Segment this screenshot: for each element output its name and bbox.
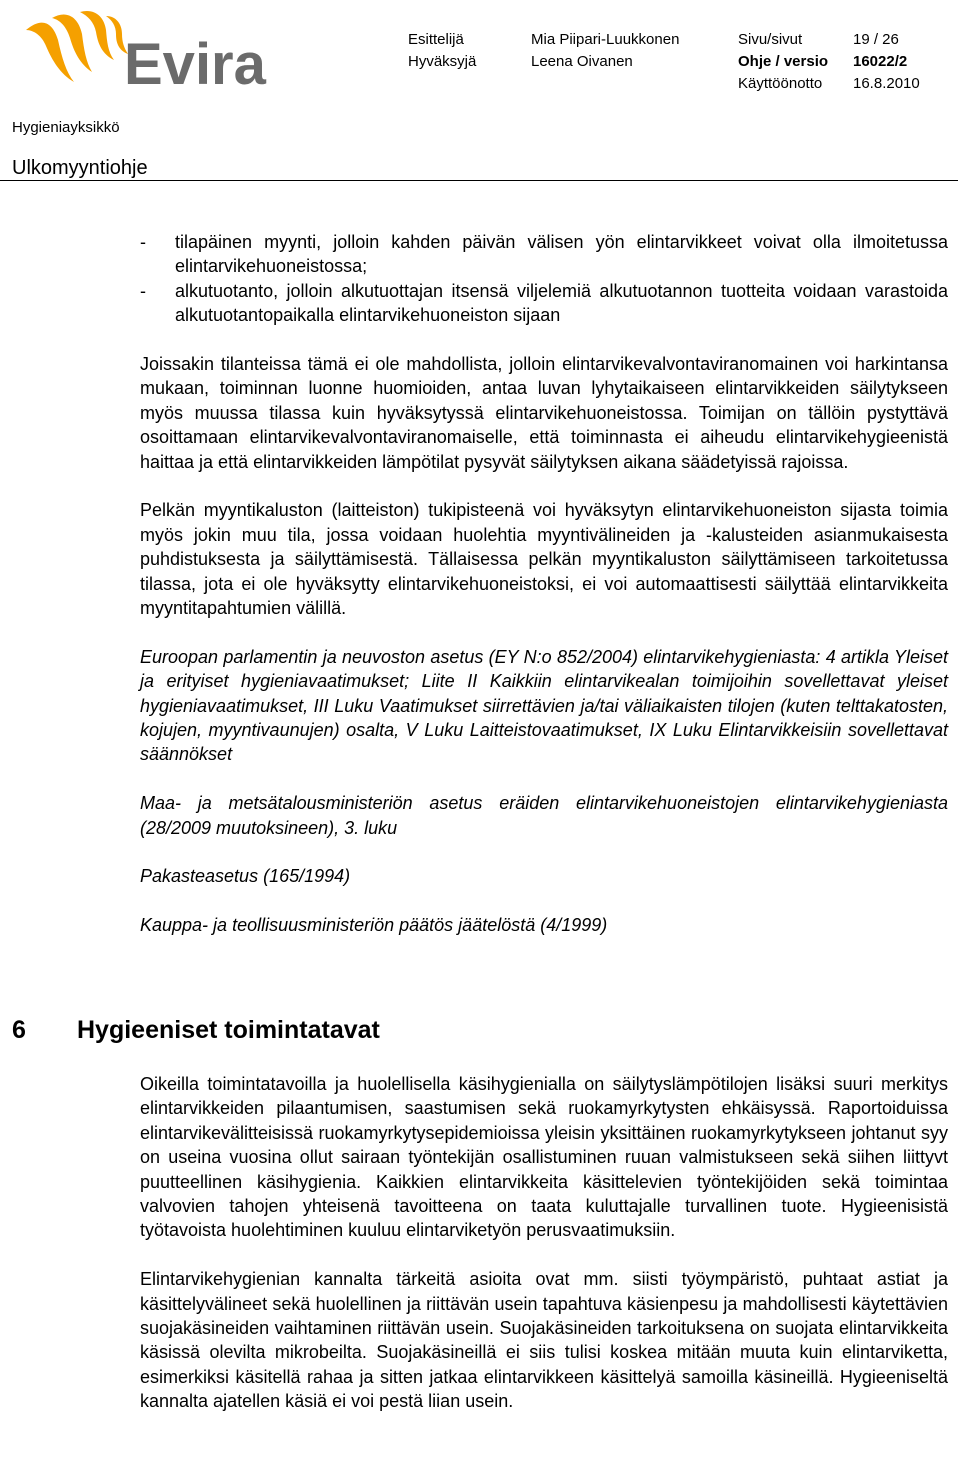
- approver-name: Leena Oivanen: [531, 53, 633, 70]
- paragraph: Oikeilla toimintatavoilla ja huolellisella käsihygienialla on säilytyslämpötilojen lisäksi suuri merkitys elintarvikkeiden pilaantumisen, saastumisen sekä ruokamyrkytysten ehkäisyssä. Raportoiduissa elintarvikevälitteisissä ruokamyrkytysepidemioissa yleisin yksittäinen ruokamyrkytykseen johtanut syy on useina vuosina ollut sairaan työntekijän osallistuminen ruuan valmistukseen sekä siihen liittyvt puutteellinen käsihygienia. Kaikkien elintarvikkeita käsittelevien työntekijöiden sekä toimintaa valvovien tahojen yhteisenä tavoitteena on taata kuluttajalle turvallinen tuote. Hygieenisistä työtavoista huolehtiminen kuuluu elintarviketyön perusvaatimuksiin.: [140, 1074, 948, 1241]
- paragraph: Pelkän myyntikaluston (laitteiston) tukipisteenä voi hyväksytyn elintarvikehuoneiston sijasta toimia myös jokin muu tila, jossa voidaan huolehtia myyntivälineiden ja -kalusteiden asianmukaisesta puhdistuksesta ja säilyttämisestä. Tällaisessa pelkän myyntikaluston säilyttämiseen tarkoitetussa tilassa, jota ei ole hyväksytty elintarvikehuoneistoksi, ei voi automaattisesti säilyttää elintarvikkeita myyntitapahtumien välillä.: [140, 500, 948, 619]
- reference: Euroopan parlamentin ja neuvoston asetus (EY N:o 852/2004) elintarvikehygieniasta: 4 artikla Yleiset ja erityiset hygieniavaatimukset; Liite II Kaikkiin elintarvikealan toimijoihin sovellettavat yleiset hygieniavaatimukset, III Luku Vaatimukset siirrettävien ja/tai väliaikaisten tilojen (kuten telttakatosten, kojujen, myyntivaunujen) osalta, V Luku Laitteistovaatimukset, IX Luku Elintarvikkeisiin sovellettavat säännökset: [140, 646, 948, 765]
- presenter-name: Mia Piipari-Luukkonen: [531, 31, 680, 48]
- list-item-text: alkutuotanto, jolloin alkutuottajan itsensä viljelemiä alkutuotannon tuotteita voidaan varastoida alkutuotantopaikalla elintarvikehuoneiston sijaan: [175, 280, 948, 326]
- doc-title: Ulkomyyntiohje: [12, 157, 148, 179]
- label-deploy: Käyttöönotto: [738, 75, 823, 92]
- label-presenter: Esittelijä: [408, 31, 464, 48]
- reference: Kauppa- ja teollisuusministeriön päätös jäätelöstä (4/1999): [140, 915, 608, 936]
- list-item: [140, 279, 948, 328]
- list-item: [140, 230, 948, 279]
- page-number: 19 / 26: [853, 31, 899, 48]
- list-item-text: tilapäinen myynti, jolloin kahden päivän välisen yön elintarvikkeet voivat olla ilmoitetussa elintarvikehuoneistossa;: [175, 232, 948, 277]
- bullet-dash: -: [140, 232, 146, 252]
- section-title: Hygieeniset toimintatavat: [77, 1016, 380, 1044]
- label-page: Sivu/sivut: [738, 31, 803, 48]
- unit-name: Hygieniayksikkö: [12, 119, 120, 136]
- reference: Pakasteasetus (165/1994): [140, 866, 351, 887]
- header-divider: [0, 180, 958, 181]
- label-approver: Hyväksyjä: [408, 53, 477, 70]
- main-content: [140, 230, 948, 938]
- logo-wordmark: Evira: [124, 32, 266, 90]
- deploy-date: 16.8.2010: [853, 75, 920, 92]
- paragraph: Elintarvikehygienian kannalta tärkeitä asioita ovat mm. siisti työympäristö, puhtaat astiat ja käsittelyvälineet sekä huolellinen ja riittävän usein tapahtuva käsienpesu ja mahdollisesti käytettävien suojakäsineiden vaihtaminen riittävän usein. Suojakäsineiden tarkoituksena on suojata elintarvikkeita käsissä olevilta mikrobeilta. Suojakäsineillä ei siis tulisi koskea mitään muuta kuin elintarviketta, esimerkiksi käsitellä rahaa ja sitten jatkaa elintarvikkeen käsittelyä samoilla käsineillä. Hygieeniseltä kannalta ajatellen käsiä ei voi pestä liian usein.: [140, 1269, 948, 1412]
- label-guide-version: Ohje / versio: [738, 53, 829, 70]
- logo-mark-icon: [26, 11, 128, 82]
- bullet-dash: -: [140, 280, 146, 301]
- paragraph: Joissakin tilanteissa tämä ei ole mahdollista, jolloin elintarvikevalvontaviranomainen voi harkintansa mukaan, toiminnan luonne huomioiden, antaa luvan lyhytaikaiseen elintarvikkeiden säilytykseen myös muussa tilassa kuin hyväksytyssä elintarvikehuoneistossa. Toimijan on tällöin pystyttävä osoittamaan elintarvikevalvontaviranomaiselle, että toiminnasta ei aiheudu elintarvikehygieenistä haittaa ja että elintarvikkeiden lämpötilat pysyvät säilytyksen aikana säädetyissä rajoissa.: [140, 354, 948, 472]
- section-heading: [12, 1016, 380, 1045]
- reference: Maa- ja metsätalousministeriön asetus eräiden elintarvikehuoneistojen elintarvikehygieniasta (28/2009 muutoksineen), 3. luku: [140, 793, 948, 838]
- evira-logo: [22, 10, 282, 90]
- section-content: [140, 1072, 948, 1414]
- guide-version: 16022/2: [853, 53, 908, 70]
- section-number: 6: [12, 1016, 26, 1044]
